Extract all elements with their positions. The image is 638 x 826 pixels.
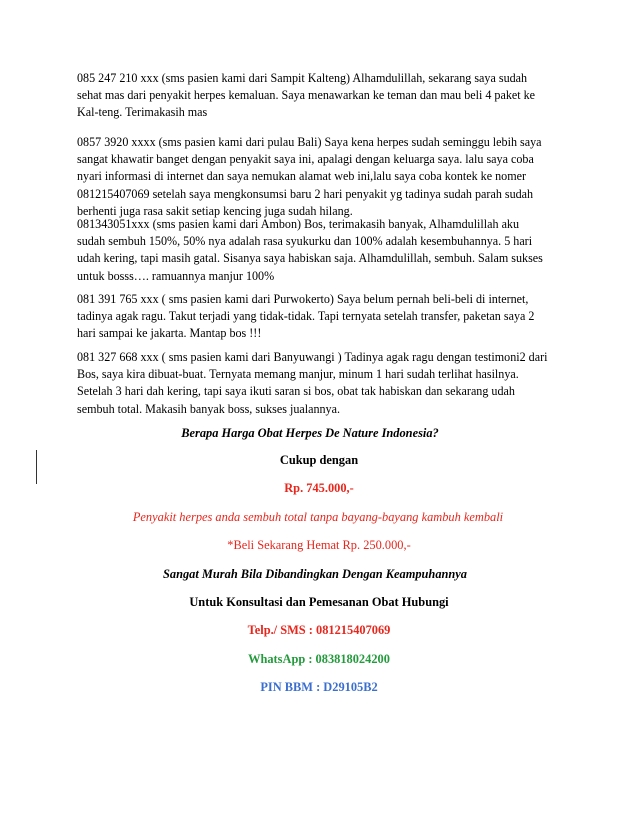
guarantee-text: Penyakit herpes anda sembuh total tanpa bayang-bayang kambuh kembali bbox=[132, 510, 504, 524]
value-statement: Sangat Murah Bila Dibandingkan Dengan Keampuhannya bbox=[162, 567, 467, 581]
bbm-pin-contact: PIN BBM : D29105B2 bbox=[260, 680, 378, 694]
saving-text: *Beli Sekarang Hemat Rp. 250.000,- bbox=[227, 538, 411, 552]
testimonial-banyuwangi: 081 327 668 xxx ( sms pasien kami dari Banyuwangi ) Tadinya agak ragu dengan testimoni2 dari Bos, saya kira dibuat-buat. Ternyata memang manjur, minum 1 hari sudah terlihat hasilnya. Setelah 3 hari dah kering, tapi saya ikuti saran si bos, obat tak habiskan dan sekarang udah sembuh total. Makasih banyak boss, sukses jualannya. bbox=[77, 350, 548, 416]
testimonial-ambon: 081343051xxx (sms pasien kami dari Ambon) Bos, terimakasih banyak, Alhamdulillah aku sudah sembuh 150%, 50% nya adalah rasa syukurku dan 100% adalah kesembuhannya. 5 hari udah kering, tapi masih gatal. Sisanya saya habiskan saja. Alhamdulillah, sembuh. Salam sukses untuk bosss…. ramuannya manjur 100% bbox=[77, 217, 543, 283]
phone-sms-contact: Telp./ SMS : 081215407069 bbox=[247, 623, 391, 637]
enough-with-text: Cukup dengan bbox=[279, 453, 359, 467]
testimonial-bali: 0857 3920 xxxx (sms pasien kami dari pulau Bali) Saya kena herpes sudah seminggu lebih saya sangat khawatir banget dengan penyakit saya ini, apalagi dengan keluarga saya. lalu saya coba nyari informasi di internet dan saya nemukan alamat web ini,lalu saya coba kontek ke nomer 081215407069 setelah saya mengkonsumsi baru 2 hari penyakit yg tadinya sudah parah sudah berhenti juga rasa sakit setiap kencing juga sudah hilang. bbox=[77, 135, 542, 218]
contact-heading: Untuk Konsultasi dan Pemesanan Obat Hubungi bbox=[189, 595, 449, 609]
price-question-heading: Berapa Harga Obat Herpes De Nature Indonesia? bbox=[181, 426, 439, 440]
whatsapp-contact: WhatsApp : 083818024200 bbox=[248, 652, 390, 666]
price-text: Rp. 745.000,- bbox=[284, 481, 354, 495]
testimonial-sampit: 085 247 210 xxx (sms pasien kami dari Sampit Kalteng) Alhamdulillah, sekarang saya sudah sehat mas dari penyakit herpes kemaluan. Saya menawarkan ke teman dan mau beli 4 paket ke Kal-teng. Terimakasih mas bbox=[77, 71, 536, 120]
testimonial-purwokerto: 081 391 765 xxx ( sms pasien kami dari Purwokerto) Saya belum pernah beli-beli di internet, tadinya agak ragu. Takut terjadi yang tidak-tidak. Tapi ternyata setelah transfer, paketan saya 2 hari sampai ke jakarta. Mantap bos !!! bbox=[77, 292, 535, 341]
